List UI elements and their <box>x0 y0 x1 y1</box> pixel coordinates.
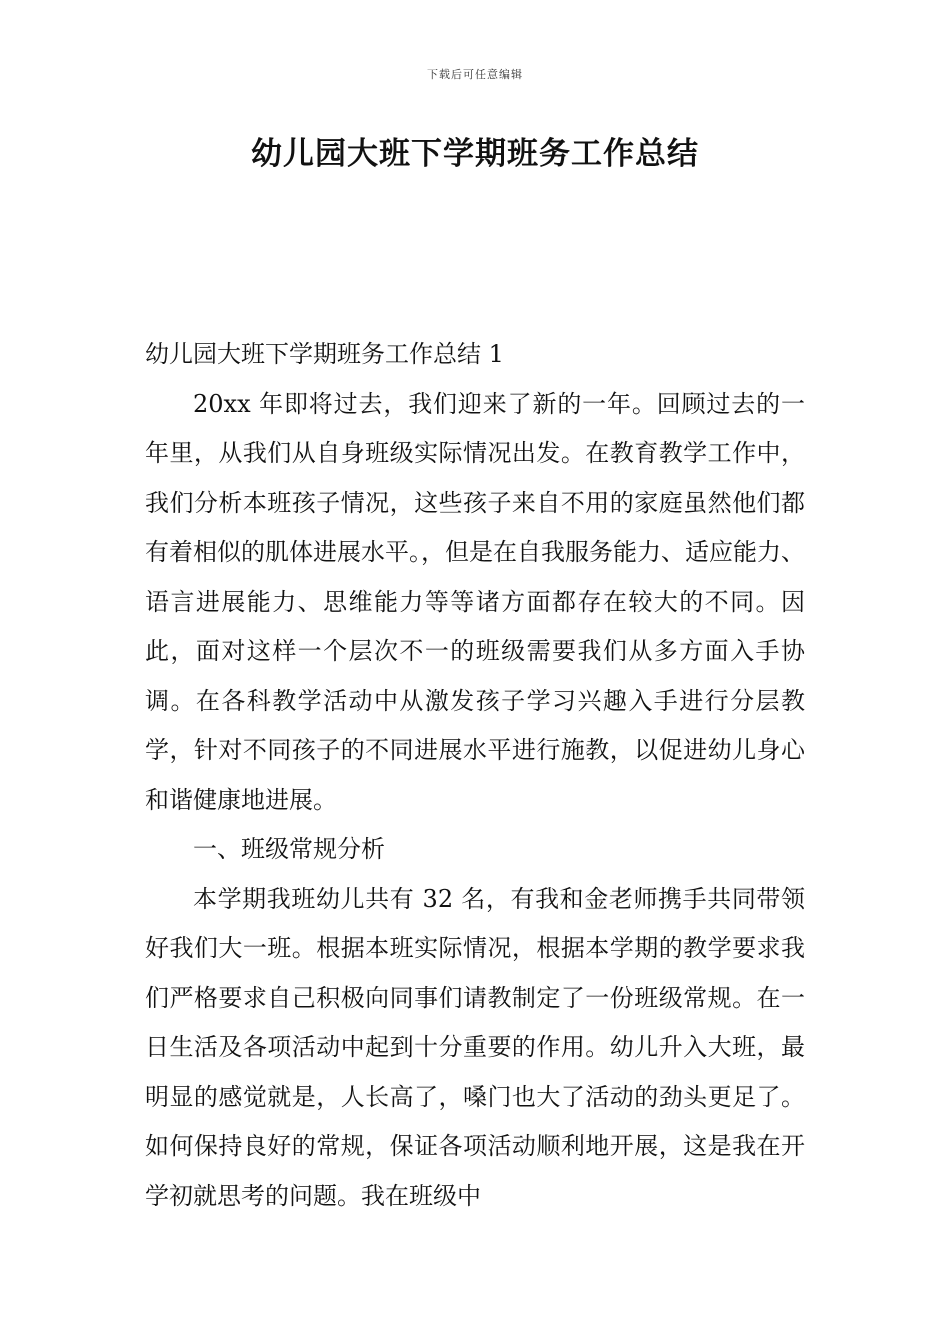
document-body <box>145 330 805 1221</box>
section-heading: 幼儿园大班下学期班务工作总结 1 <box>145 340 504 368</box>
header-note: 下载后可任意编辑 <box>427 68 523 81</box>
subheading-class-routine: 一、班级常规分析 <box>193 835 385 863</box>
document-title: 幼儿园大班下学期班务工作总结 <box>251 136 699 172</box>
paragraph-class-routine: 本学期我班幼儿共有 32 名，有我和金老师携手共同带领好我们大一班。根据本班实际情况，根据本学期的教学要求我们严格要求自己积极向同事们请教制定了一份班级常规。在一日生活及各项活动中起到十分重要的作用。幼儿升入大班，最明显的感觉就是，人长高了，嗓门也大了活动的劲头更足了。如何保持良好的常规，保证各项活动顺利地开展，这是我在开学初就思考的问题。我在班级中 <box>145 884 805 1210</box>
paragraph-intro: 20xx 年即将过去，我们迎来了新的一年。回顾过去的一年里，从我们从自身班级实际情况出发。在教育教学工作中，我们分析本班孩子情况，这些孩子来自不用的家庭虽然他们都有着相似的肌体进展水平。，但是在自我服务能力、适应能力、语言进展能力、思维能力等等诸方面都存在较大的不同。因此，面对这样一个层次不一的班级需要我们从多方面入手协调。在各科教学活动中从激发孩子学习兴趣入手进行分层教学，针对不同孩子的不同进展水平进行施教，以促进幼儿身心和谐健康地进展。 <box>145 389 805 814</box>
